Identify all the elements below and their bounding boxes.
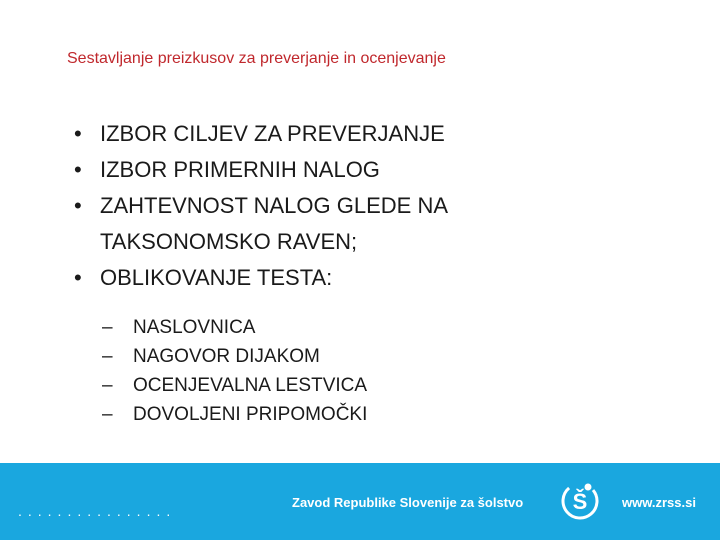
sub-bullet-text: NAGOVOR DIJAKOM	[133, 346, 320, 367]
dash-marker: –	[102, 346, 113, 367]
sub-bullet-text: OCENJEVALNA LESTVICA	[133, 375, 368, 396]
footer-dots: ................	[18, 503, 177, 519]
bullet-marker: •	[74, 157, 82, 182]
sub-bullet-text: DOVOLJENI PRIPOMOČKI	[133, 404, 368, 425]
institute-name: Zavod Republike Slovenije za šolstvo	[292, 495, 524, 510]
bullet-marker: •	[74, 265, 82, 290]
sub-bullet-item	[102, 313, 367, 342]
sub-bullet-text: NASLOVNICA	[133, 317, 256, 338]
bullet-list	[72, 116, 448, 296]
bullet-marker: •	[74, 121, 82, 146]
zrss-logo-icon	[558, 479, 602, 523]
sub-bullet-list	[102, 313, 367, 429]
sub-bullet-item	[102, 400, 367, 429]
bullet-item	[72, 188, 448, 260]
dash-marker: –	[102, 404, 113, 425]
bullet-text-line-2: TAKSONOMSKO RAVEN;	[100, 229, 358, 254]
slide-title: Sestavljanje preizkusov za preverjanje in ocenjevanje	[67, 50, 446, 67]
dash-marker: –	[102, 375, 113, 396]
bullet-text-line-1: ZAHTEVNOST NALOG GLEDE NA	[100, 193, 449, 218]
dash-marker: –	[102, 317, 113, 338]
footer-band	[0, 463, 720, 540]
sub-bullet-item	[102, 342, 367, 371]
website-url[interactable]: www.zrss.si	[622, 495, 696, 510]
bullet-item	[72, 116, 448, 152]
bullet-item	[72, 152, 448, 188]
logo-letter: Š	[572, 489, 588, 514]
sub-bullet-item	[102, 371, 367, 400]
bullet-text: IZBOR CILJEV ZA PREVERJANJE	[100, 121, 445, 146]
bullet-text: OBLIKOVANJE TESTA:	[100, 265, 333, 290]
bullet-item	[72, 260, 448, 296]
bullet-marker: •	[74, 193, 82, 218]
bullet-text: IZBOR PRIMERNIH NALOG	[100, 157, 380, 182]
